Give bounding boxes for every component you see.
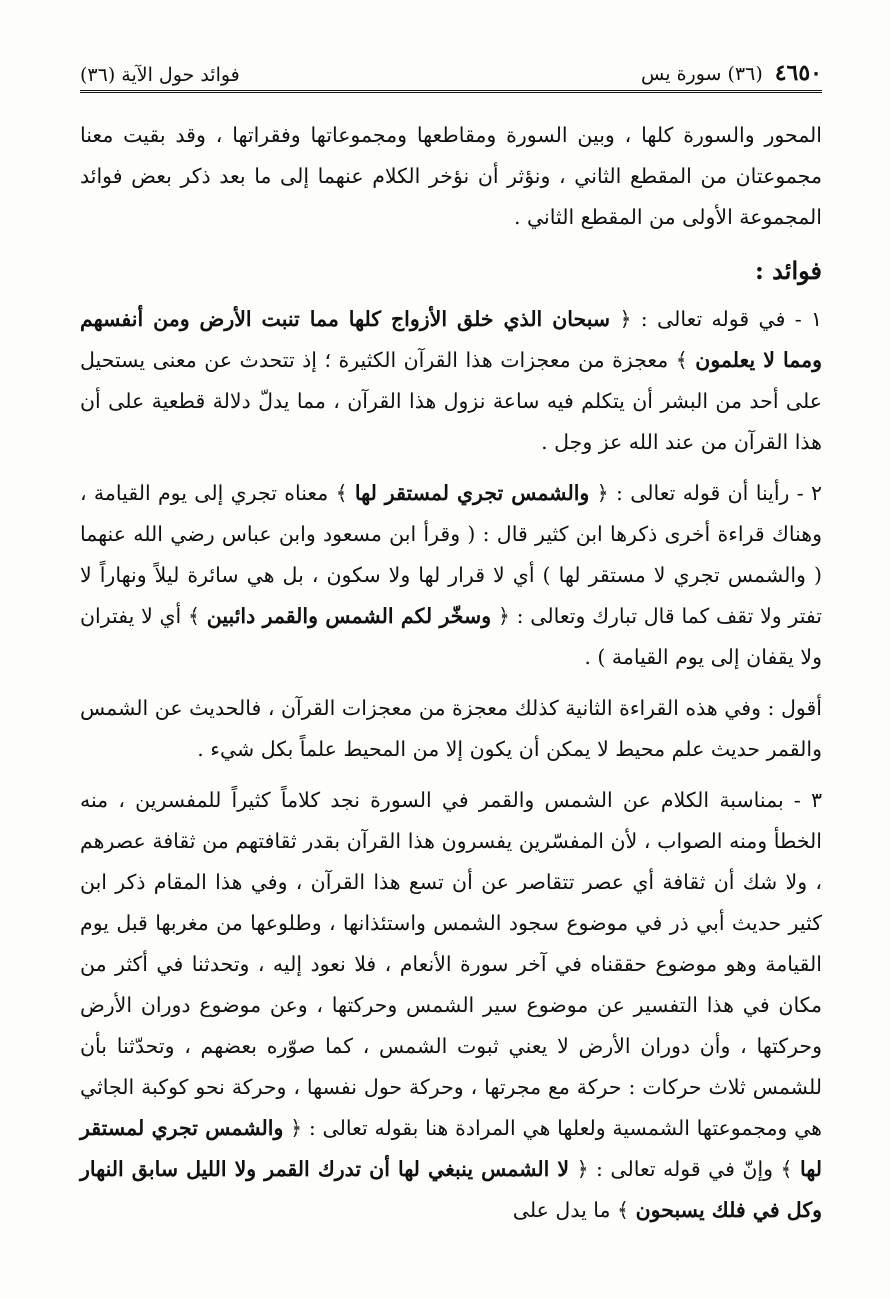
benefit-2-text: ﴾ معناه تجري إلى يوم القيامة ، وهناك قراءة أخرى ذكرها ابن كثير قال : ( وقرأ ابن مسعود وابن عباس رضي الله عنهما ( والشمس تجري لا مستقر لها ) أي لا قرار لها ولا سكون ، بل هي سائرة ليلاً ونهاراً لا تفتر ولا تقف كما قال تبارك وتعالى : ﴿ <box>80 481 822 628</box>
page-header <box>80 40 822 93</box>
page <box>80 40 822 1231</box>
benefits-heading: فوائد : <box>754 256 822 285</box>
quran-verse: وسخّر لكم الشمس والقمر دائبين <box>206 604 492 628</box>
benefit-1-text: ﴾ معجزة من معجزات هذا القرآن الكثيرة ؛ إذ تتحدث عن معنى يستحيل على أحد من البشر أن يتكلم فيه ساعة نزول هذا القرآن ، مما يدلّ دلالة قطعية على أن هذا القرآن من عند الله عز وجل . <box>80 348 822 454</box>
page-number: ٤٦٥٠ <box>774 60 822 86</box>
benefit-1-paragraph <box>80 299 822 463</box>
section-title: فوائد حول الآية (٣٦) <box>80 64 240 86</box>
intro-paragraph: المحور والسورة كلها ، وبين السورة ومقاطعها ومجموعاتها وفقراتها ، وقد بقيت معنا مجموعتان من المقطع الثاني ، ونؤثر أن نؤخر الكلام عنهما إلى ما بعد ذكر بعض فوائد المجموعة الأولى من المقطع الثاني . <box>80 123 822 229</box>
benefit-3-end: ﴾ ما يدل على <box>512 1198 630 1222</box>
benefit-3-text: ٣ - بمناسبة الكلام عن الشمس والقمر في السورة نجد كلاماً كثيراً للمفسرين ، منه الخطأ ومنه الصواب ، لأن المفسّرين يفسرون هذا القرآن بقدر ثقافتهم من ثقافة عصرهم ، ولا شك أن ثقافة أي عصر تتقاصر عن أن تسع هذا القرآن ، وفي هذا المقام ذكر ابن كثير حديث أبي ذر في موضوع سجود الشمس واستئذانها ، وطلوعها من مغربها قبل يوم القيامة وهو موضوع حققناه في آخر سورة الأنعام ، فلا نعود إليه ، وتحدثنا في أكثر من مكان في هذا التفسير عن موضوع سير الشمس وحركتها ، وعن موضوع دوران الأرض وحركتها ، وأن دوران الأرض لا يعني ثبوت الشمس ، كما صوّره بعضهم ، وتحدّثنا بأن للشمس ثلاث حركات : حركة مع مجرتها ، وحركة حول نفسها ، وحركة نحو كوكبة الجاثي هي ومجموعتها الشمسية ولعلها هي المرادة هنا بقوله تعالى : ﴿ <box>80 788 822 1140</box>
header-right <box>641 60 822 86</box>
benefit-2-end: ﴾ أي لا يفتران ولا يقفان إلى يوم القيامة ) . <box>80 604 822 669</box>
page-body <box>80 115 822 1231</box>
sura-title: (٣٦) سورة يس <box>641 63 763 85</box>
quran-verse: سبحان الذي خلق الأزواج كلها مما تنبت الأرض ومن أنفسهم ومما لا يعلمون <box>80 307 822 372</box>
quran-verse: لا الشمس ينبغي لها أن تدرك القمر ولا الليل سابق النهار وكل في فلك يسبحون <box>80 1157 822 1222</box>
quran-verse: والشمس تجري لمستقر لها <box>80 1116 822 1181</box>
benefit-2-paragraph <box>80 473 822 678</box>
benefit-2-lead: ٢ - رأينا أن قوله تعالى : ﴿ <box>596 481 822 505</box>
comment-paragraph: أقول : وفي هذه القراءة الثانية كذلك معجزة من معجزات القرآن ، فالحديث عن الشمس والقمر حديث علم محيط لا يمكن أن يكون إلا من المحيط علماً بكل شيء . <box>80 696 822 761</box>
benefit-1-lead: ١ - في قوله تعالى : ﴿ <box>619 307 822 331</box>
quran-verse: والشمس تجري لمستقر لها <box>354 481 590 505</box>
benefit-3-mid: ﴾ وإنّ في قوله تعالى : ﴿ <box>576 1157 793 1181</box>
benefit-3-paragraph <box>80 780 822 1231</box>
